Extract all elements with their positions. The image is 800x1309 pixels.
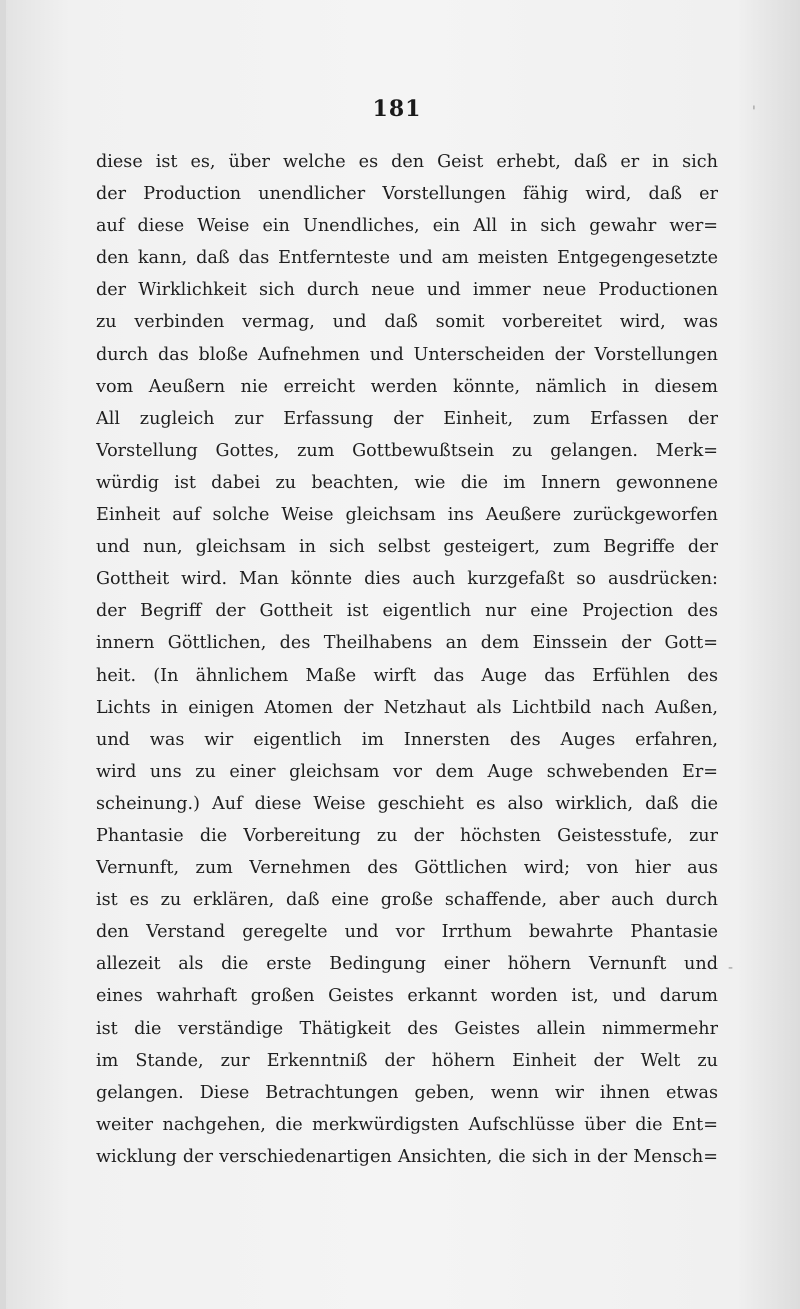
text-line: Gottheit wird. Man könnte dies auch kurzgefaßt so ausdrücken: bbox=[96, 569, 718, 590]
text-line: im Stande, zur Erkenntniß der höhern Einheit der Welt zu bbox=[96, 1050, 718, 1071]
text-line: eines wahrhaft großen Geistes erkannt worden ist, und darum bbox=[96, 986, 718, 1007]
text-line: auf diese Weise ein Unendliches, ein All in sich gewahr wer= bbox=[96, 216, 718, 237]
text-line: Vernunft, zum Vernehmen des Göttlichen wird; von hier aus bbox=[96, 858, 718, 879]
text-line: den Verstand geregelte und vor Irrthum bewahrte Phantasie bbox=[96, 922, 718, 943]
text-line: innern Göttlichen, des Theilhabens an dem Einssein der Gott= bbox=[96, 633, 718, 654]
text-line: Einheit auf solche Weise gleichsam ins Aeußere zurückgeworfen bbox=[96, 505, 718, 526]
text-line: wird uns zu einer gleichsam vor dem Auge schwebenden Er= bbox=[96, 761, 718, 782]
text-line: den kann, daß das Entfernteste und am meisten Entgegengesetzte bbox=[96, 248, 718, 269]
margin-speck: - bbox=[728, 960, 734, 976]
book-page bbox=[6, 0, 800, 1309]
body-text bbox=[96, 146, 718, 1173]
text-line: Phantasie die Vorbereitung zu der höchsten Geistesstufe, zur bbox=[96, 825, 718, 846]
text-line: gelangen. Diese Betrachtungen geben, wenn wir ihnen etwas bbox=[96, 1082, 718, 1103]
margin-speck: ' bbox=[752, 104, 756, 120]
text-line: der Production unendlicher Vorstellungen fähig wird, daß er bbox=[96, 184, 718, 205]
text-line: diese ist es, über welche es den Geist erhebt, daß er in sich bbox=[96, 152, 718, 172]
text-line: ist es zu erklären, daß eine große schaffende, aber auch durch bbox=[96, 890, 718, 911]
text-line: Vorstellung Gottes, zum Gottbewußtsein zu gelangen. Merk= bbox=[96, 440, 718, 461]
text-line: der Begriff der Gottheit ist eigentlich nur eine Projection des bbox=[96, 601, 718, 622]
text-line: All zugleich zur Erfassung der Einheit, zum Erfassen der bbox=[96, 408, 718, 429]
text-line: zu verbinden vermag, und daß somit vorbereitet wird, was bbox=[96, 312, 718, 333]
text-line: würdig ist dabei zu beachten, wie die im Innern gewonnene bbox=[96, 472, 718, 493]
text-line: Lichts in einigen Atomen der Netzhaut als Lichtbild nach Außen, bbox=[96, 697, 718, 718]
text-line: scheinung.) Auf diese Weise geschieht es also wirklich, daß die bbox=[96, 793, 718, 814]
text-line: heit. (In ähnlichem Maße wirft das Auge das Erfühlen des bbox=[96, 665, 718, 686]
text-line: durch das bloße Aufnehmen und Unterscheiden der Vorstellungen bbox=[96, 344, 718, 365]
text-line: ist die verständige Thätigkeit des Geistes allein nimmermehr bbox=[96, 1018, 718, 1039]
text-line: allezeit als die erste Bedingung einer höhern Vernunft und bbox=[96, 954, 718, 975]
page-number: 181 bbox=[372, 96, 422, 122]
text-line: weiter nachgehen, die merkwürdigsten Aufschlüsse über die Ent= bbox=[96, 1114, 718, 1135]
text-line: vom Aeußern nie erreicht werden könnte, nämlich in diesem bbox=[96, 376, 718, 397]
text-line: und nun, gleichsam in sich selbst gesteigert, zum Begriffe der bbox=[96, 537, 718, 558]
text-line: wicklung der verschiedenartigen Ansichten, die sich in der Mensch= bbox=[96, 1146, 718, 1167]
text-line: der Wirklichkeit sich durch neue und immer neue Productionen bbox=[96, 280, 718, 301]
text-line: und was wir eigentlich im Innersten des Auges erfahren, bbox=[96, 729, 718, 750]
